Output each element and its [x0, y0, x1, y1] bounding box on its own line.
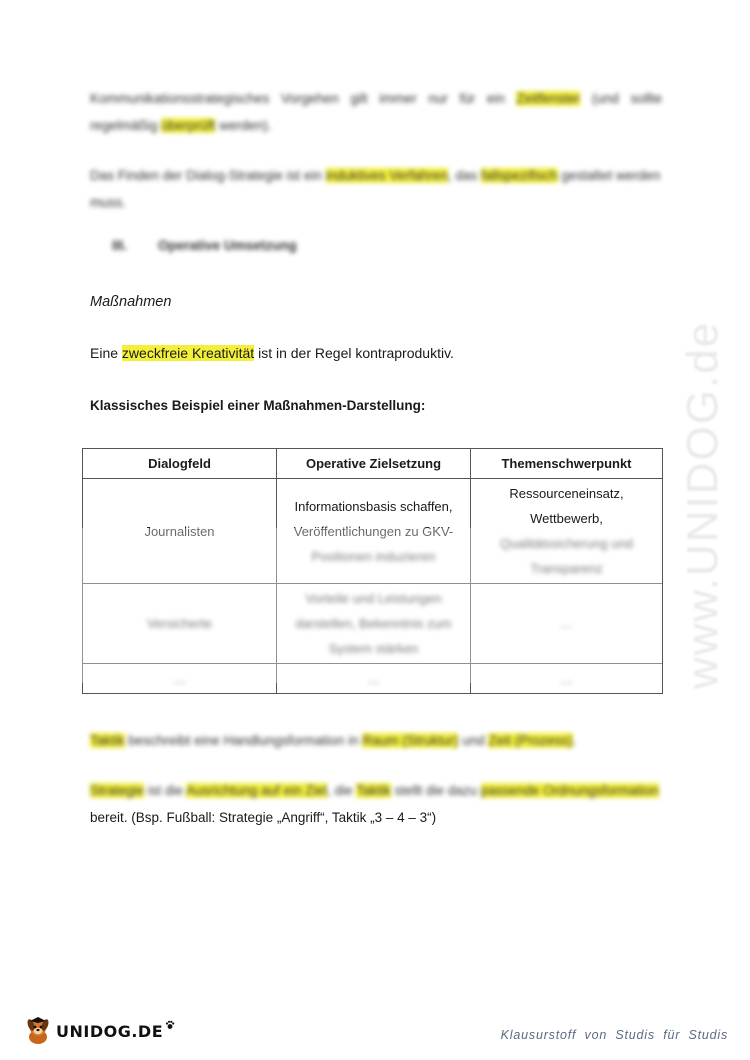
finden-text: , das	[447, 168, 481, 183]
cell-dialogfeld: Versicherte	[83, 584, 277, 664]
kreativ-text: ist in der Regel kontraproduktiv.	[254, 345, 454, 361]
kreativitaet-sentence	[90, 345, 454, 361]
cell-text-blurred: Positionen induzieren	[311, 548, 436, 564]
intro-paragraph	[90, 85, 662, 139]
cell-zielsetzung: …	[277, 664, 471, 694]
massnahmen-table	[82, 448, 662, 694]
header-themenschwerpunkt: Themenschwerpunkt	[471, 449, 663, 479]
finden-text: Das Finden der Dialog-Strategie ist ein	[90, 168, 326, 183]
table-row	[83, 584, 663, 664]
highlight-ordnungsformation: passende Ordnungsformation	[480, 783, 659, 798]
header-operative-zielsetzung: Operative Zielsetzung	[277, 449, 471, 479]
footer-tagline: Klausurstoff von Studis für Studis	[500, 1028, 728, 1042]
cell-zielsetzung	[277, 479, 471, 584]
finden-paragraph	[90, 162, 662, 216]
cell-text-sharp: Ressourceneinsatz, Wettbewerb,	[509, 486, 624, 526]
cell-themenschwerpunkt	[471, 479, 663, 584]
cell-zielsetzung: Vorteile und Leistungen darstellen, Bekenntnis zum System stärken	[277, 584, 471, 664]
paw-icon	[165, 1020, 175, 1030]
intro-text: Kommunikationsstrategisches Vorgehen gilt immer nur für ein	[90, 91, 517, 106]
unidog-logo[interactable]	[22, 1015, 175, 1047]
highlight-ueberprueft: überprüft	[161, 118, 216, 133]
logo-text: UNIDOG.DE	[56, 1021, 164, 1041]
strategie-text: , die	[327, 783, 357, 798]
watermark	[668, 280, 738, 730]
strategie-line-sharp: bereit. (Bsp. Fußball: Strategie „Angriff“, Taktik „3 – 4 – 3“)	[90, 810, 437, 825]
highlight-fallspezifisch: fallspezifisch	[480, 168, 558, 183]
intro-text: werden).	[215, 118, 272, 133]
taktik-text: .	[572, 733, 577, 748]
section-heading	[112, 238, 297, 253]
cell-text-blurred: Qualitätssicherung und Transparenz	[500, 536, 633, 576]
highlight-taktik-2: Taktik	[356, 783, 391, 798]
taktik-text: und	[458, 733, 489, 748]
section-title: Operative Umsetzung	[158, 238, 297, 253]
strategie-paragraph	[90, 777, 662, 831]
table-header-row	[83, 449, 663, 479]
kreativ-text: Eine	[90, 345, 122, 361]
cell-text-sharp: Informationsbasis schaffen, Veröffentlichungen zu GKV-	[293, 498, 454, 539]
highlight-taktik: Taktik	[90, 733, 125, 748]
dog-icon	[22, 1015, 54, 1047]
watermark-text: www.UNIDOG.de	[678, 320, 728, 690]
highlight-ausrichtung: Ausrichtung auf ein Ziel	[186, 783, 328, 798]
table-row	[83, 664, 663, 694]
highlight-zeitfenster: Zeitfenster	[516, 91, 581, 106]
highlight-induktiv: induktives Verfahren	[325, 168, 448, 183]
beispiel-heading: Klassisches Beispiel einer Maßnahmen-Darstellung:	[90, 398, 426, 413]
highlight-zweckfreie-kreativitaet: zweckfreie Kreativität	[121, 345, 255, 361]
cell-dialogfeld: Journalisten	[83, 479, 277, 584]
highlight-strategie: Strategie	[90, 783, 145, 798]
cell-themenschwerpunkt: …	[471, 584, 663, 664]
strategie-text: ist die	[144, 783, 187, 798]
taktik-text: beschreibt eine Handlungsformation in	[124, 733, 363, 748]
intro-text: (und sollte regelmäßig	[90, 91, 662, 133]
strategie-line-blurred	[90, 777, 662, 804]
highlight-raum: Raum (Struktur)	[362, 733, 459, 748]
finden-text: gestaltet werden muss.	[90, 168, 661, 210]
taktik-paragraph	[90, 727, 662, 754]
header-dialogfeld: Dialogfeld	[83, 449, 277, 479]
cell-dialogfeld: …	[83, 664, 277, 694]
highlight-zeit: Zeit (Prozess)	[488, 733, 573, 748]
massnahmen-heading: Maßnahmen	[90, 294, 172, 310]
table-row	[83, 479, 663, 584]
cell-themenschwerpunkt: …	[471, 664, 663, 694]
strategie-text: stellt die dazu	[390, 783, 481, 798]
section-number: III.	[112, 238, 128, 253]
